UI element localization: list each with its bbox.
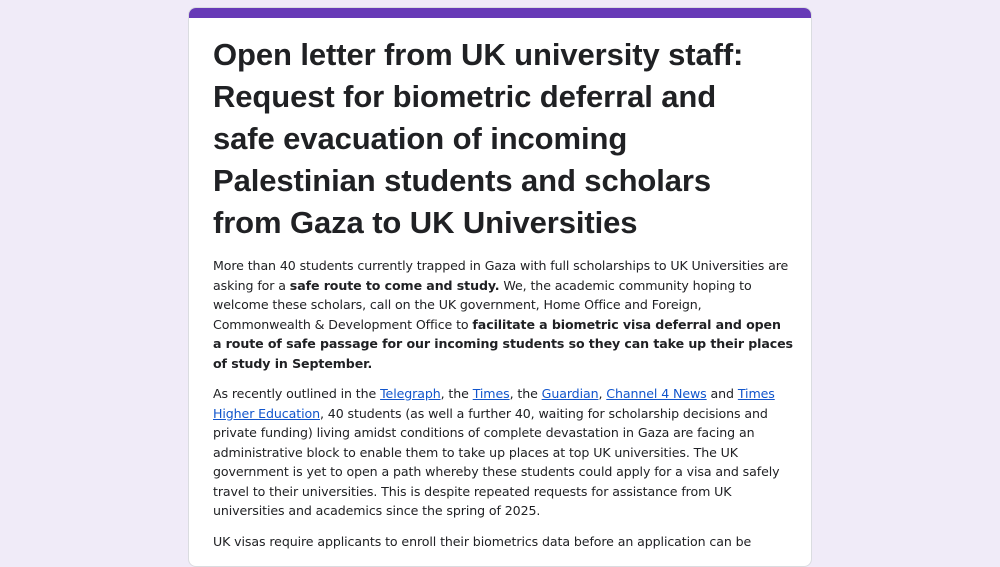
context-text-2: , the bbox=[440, 386, 473, 401]
intro-bold-2: facilitate a biometric visa deferral and open a route of safe passage for our incoming students so they can take up their places of study in September. bbox=[213, 316, 793, 371]
intro-text-2: We, the academic community hoping to welcome these scholars, call on the UK government, Home Office and Foreign, Commonwealth & Development Office to bbox=[213, 277, 752, 332]
link-times[interactable]: Times bbox=[472, 386, 510, 401]
form-header-card bbox=[188, 7, 812, 567]
link-channel-4-news[interactable]: Channel 4 News bbox=[606, 386, 707, 401]
link-times-higher-education[interactable]: Times Higher Education bbox=[213, 386, 775, 421]
intro-text-1: More than 40 students currently trapped in Gaza with full scholarships to UK Universities are asking for a bbox=[213, 258, 789, 293]
form-title: Open letter from UK university staff: Request for biometric deferral and safe evacuation of incoming Palestinian students and scholars from Gaza to UK Universities bbox=[213, 37, 744, 240]
context-text-5: and bbox=[706, 386, 738, 401]
visa-paragraph bbox=[213, 532, 793, 552]
form-description bbox=[213, 34, 793, 562]
context-text-6: , 40 students (as well a further 40, waiting for scholarship decisions and private funding) living amidst conditions of complete devastation in Gaza are facing an administrative block to enable them to take up places at top UK universities. The UK government is yet to open a path whereby these students could apply for a visa and safely travel to their universities. This is despite repeated requests for assistance from UK universities and academics since the spring of 2025. bbox=[213, 405, 780, 518]
context-text-3: , the bbox=[509, 386, 542, 401]
intro-bold-1: safe route to come and study. bbox=[289, 277, 500, 293]
link-telegraph[interactable]: Telegraph bbox=[380, 386, 441, 401]
intro-paragraph bbox=[213, 256, 793, 373]
link-guardian[interactable]: Guardian bbox=[541, 386, 599, 401]
context-text-4: , bbox=[598, 386, 607, 401]
visa-text-1: UK visas require applicants to enroll their biometrics data before an application can be bbox=[213, 533, 752, 549]
context-text-1: As recently outlined in the bbox=[213, 386, 381, 401]
context-paragraph bbox=[213, 384, 793, 521]
form-accent-bar bbox=[189, 8, 811, 18]
